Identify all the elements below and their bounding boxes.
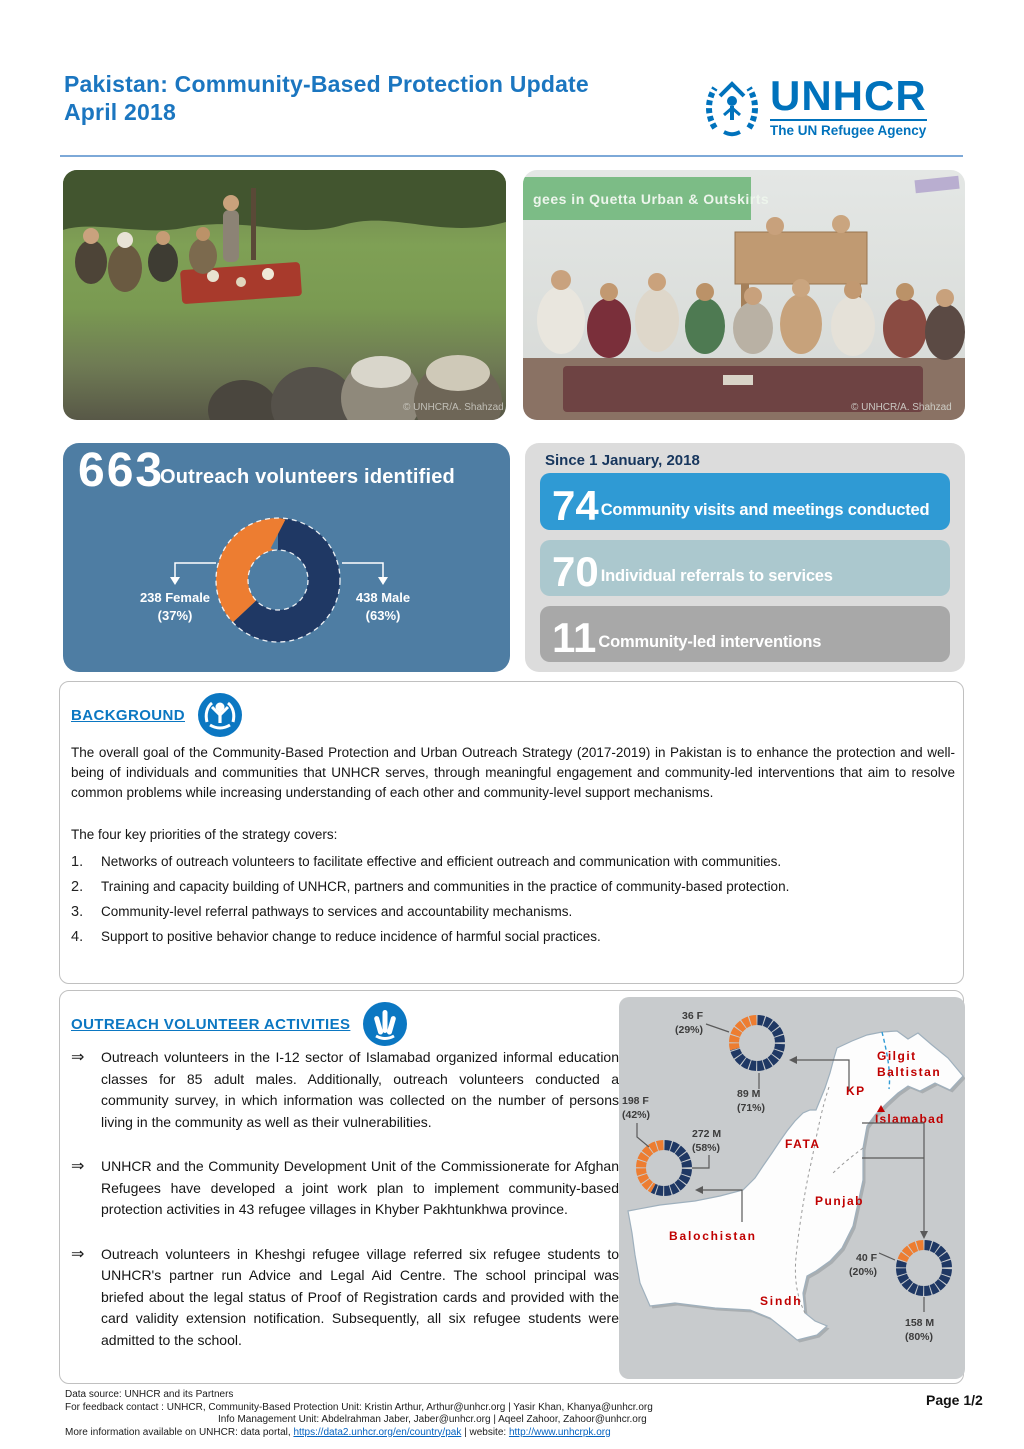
footer-more-info-prefix: More information available on UNHCR: data portal, <box>65 1426 294 1438</box>
priority-item <box>71 852 955 872</box>
pakistan-map-panel <box>619 997 965 1379</box>
stat-value: 11 <box>552 614 597 661</box>
priority-item <box>71 902 955 922</box>
female-pct: (37%) <box>157 608 193 623</box>
data-portal-link[interactable]: https://data2.unhcr.org/en/country/pak <box>293 1426 462 1438</box>
outreach-header <box>71 1001 408 1047</box>
footer-feedback-contact: For feedback contact : UNHCR, Community-Based Protection Unit: Kristin Arthur, Arthur@unhcr.org | Yasir Khan, Khanya@unhcr.org <box>65 1401 653 1413</box>
priorities-intro: The four key priorities of the strategy covers: <box>71 827 338 842</box>
stat-label: Individual referrals to services <box>600 567 833 585</box>
outreach-volunteers-panel <box>63 443 510 672</box>
header-divider <box>60 155 963 157</box>
background-body <box>71 743 955 947</box>
kp-male-pct: (71%) <box>737 1102 766 1114</box>
background-paragraph: The overall goal of the Community-Based Protection and Urban Outreach Strategy (2017-2019) in Pakistan is to enhance the protection and well-being of individuals and communities that UNHCR serves, through meaningful engagement and community-led interventions that aim to resolve common problems while increasing understanding of each other and community-level support mechanisms. <box>71 745 955 800</box>
page-title <box>64 70 589 126</box>
footer-more-info-mid: | website: <box>461 1426 509 1438</box>
bullet-text: Outreach volunteers in the I-12 sector of Islamabad organized informal education classes for 85 adult males. Additionally, outreach volunteers conducted a community survey, in which information was collected on the number of persons living in the community as well as their vulnerabilities. <box>101 1049 619 1130</box>
stat-value: 70 <box>552 548 599 595</box>
unhcr-logo-text <box>770 74 927 138</box>
female-label: 238 Female <box>139 590 211 605</box>
page-title-line1: Pakistan: Community-Based Protection Update <box>64 71 589 97</box>
footer-info-management: Info Management Unit: Abdelrahman Jaber, Jaber@unhcr.org | Aqeel Zahoor, Zahoor@unhcr.org <box>218 1414 647 1425</box>
map-label-kp: KP <box>846 1084 866 1098</box>
stat-label: Community visits and meetings conducted <box>600 501 930 519</box>
bullet-arrow-icon: ⇒ <box>71 1158 85 1175</box>
unhcr-emblem-icon <box>700 74 764 138</box>
balochistan-male-pct: (58%) <box>692 1142 721 1154</box>
stats-panel <box>525 443 965 672</box>
unhcr-tagline: The UN Refugee Agency <box>770 119 927 138</box>
pakistan-map <box>619 997 965 1379</box>
footer <box>65 1389 653 1439</box>
photo-indoor-meeting <box>523 170 965 420</box>
stat-community-interventions <box>540 606 950 662</box>
priority-item <box>71 877 955 897</box>
islamabad-female-pct: (20%) <box>848 1266 877 1278</box>
photo-banner-text: gees in Quetta Urban & Outskirts <box>533 191 770 207</box>
volunteers-total: 663 <box>78 444 165 497</box>
photo-left-image <box>63 170 506 420</box>
map-label-sindh: Sindh <box>760 1294 803 1308</box>
bullet-item <box>71 1244 619 1352</box>
priority-text: Training and capacity building of UNHCR, partners and communities in the practice of community-based protection. <box>101 879 790 894</box>
photo-right-image <box>523 170 965 420</box>
islamabad-female-label: 40 F <box>855 1252 877 1264</box>
kp-male-label: 89 M <box>737 1088 761 1100</box>
photo-right-caption: © UNHCR/A. Shahzad <box>851 402 952 413</box>
balochistan-female-label: 198 F <box>622 1095 649 1107</box>
priority-text: Networks of outreach volunteers to facilitate effective and efficient outreach and communication with communities. <box>101 854 782 869</box>
male-pct: (63%) <box>365 608 401 623</box>
outreach-bullet-list <box>71 1047 619 1374</box>
bullet-item <box>71 1047 619 1133</box>
background-header <box>71 692 243 738</box>
gender-donut-chart <box>63 491 510 672</box>
kp-female-label: 36 F <box>681 1010 703 1022</box>
islamabad-male-pct: (80%) <box>905 1331 934 1343</box>
balochistan-male-label: 272 M <box>692 1128 722 1140</box>
unhcr-wordmark: UNHCR <box>770 72 927 119</box>
bullet-arrow-icon: ⇒ <box>71 1245 85 1263</box>
stat-label: Community-led interventions <box>598 633 822 651</box>
unhcr-logo <box>700 74 927 138</box>
priority-text: Support to positive behavior change to reduce incidence of harmful social practices. <box>101 929 601 944</box>
stats-heading: Since 1 January, 2018 <box>545 452 700 469</box>
footer-data-source: Data source: UNHCR and its Partners <box>65 1389 234 1400</box>
background-section <box>59 681 964 984</box>
outreach-activities-section <box>59 990 964 1384</box>
protection-hands-icon <box>197 692 243 738</box>
page-title-line2: April 2018 <box>64 99 176 125</box>
background-heading: BACKGROUND <box>71 706 185 724</box>
male-label: 438 Male <box>355 590 411 605</box>
priority-text: Community-level referral pathways to services and accountability mechanisms. <box>101 904 573 919</box>
page-number: Page 1/2 <box>926 1392 983 1408</box>
bullet-item <box>71 1156 619 1221</box>
raised-hands-icon <box>362 1001 408 1047</box>
balochistan-female-pct: (42%) <box>622 1109 651 1121</box>
stat-value: 74 <box>552 482 599 529</box>
map-label-fata: FATA <box>785 1137 821 1151</box>
footer-more-info <box>65 1427 653 1440</box>
priorities-list <box>71 852 955 947</box>
islamabad-male-label: 158 M <box>905 1317 935 1329</box>
photo-left-caption: © UNHCR/A. Shahzad <box>403 402 504 413</box>
map-label-balochistan: Balochistan <box>669 1229 757 1243</box>
kp-female-pct: (29%) <box>674 1024 703 1036</box>
map-label-baltistan: Baltistan <box>877 1065 942 1079</box>
bullet-text: UNHCR and the Community Development Unit of the Commissionerate for Afghan Refugees have developed a joint work plan to implement community-based protection activities in 43 refugee villages in Khyber Pakhtunkhwa province. <box>101 1158 619 1217</box>
photo-field-meeting <box>63 170 506 420</box>
website-link[interactable]: http://www.unhcrpk.org <box>508 1426 611 1438</box>
priority-item <box>71 927 955 947</box>
stat-individual-referrals <box>540 540 950 596</box>
map-label-punjab: Punjab <box>815 1194 865 1208</box>
volunteers-total-label: Outreach volunteers identified <box>160 466 455 488</box>
map-label-gilgit: Gilgit <box>877 1049 917 1063</box>
bullet-text: Outreach volunteers in Kheshgi refugee village referred six refugee students to UNHCR's partner run Advice and Legal Aid Centre. The school principal was briefed about the legal status of Proof of Registration cards and provided with the card validity extension notification. Subsequently, all six refugee students were admitted to the school. <box>101 1245 619 1348</box>
map-label-islamabad: Islamabad <box>875 1112 945 1126</box>
bullet-arrow-icon: ⇒ <box>71 1049 85 1066</box>
outreach-heading: OUTREACH VOLUNTEER ACTIVITIES <box>71 1015 351 1033</box>
stat-community-visits <box>540 473 950 530</box>
